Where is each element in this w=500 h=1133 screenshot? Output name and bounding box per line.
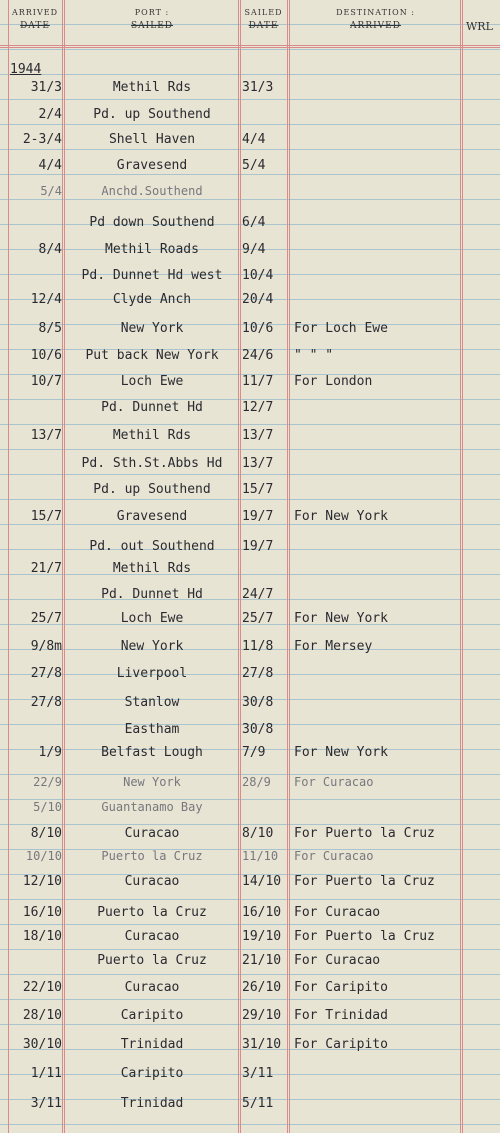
port-name: Pd. up Southend [93, 482, 211, 497]
sailed-date: 16/10 [242, 905, 282, 920]
ledger-row [0, 611, 500, 631]
port-name: Trinidad [120, 1037, 184, 1052]
port-name: Clyde Anch [112, 292, 192, 307]
port-name: Pd down Southend [89, 215, 215, 230]
ledger-row [0, 826, 500, 846]
header-rule [0, 45, 500, 46]
sailed-date: 25/7 [242, 611, 274, 626]
port-name: Curacao [124, 929, 180, 944]
port-name: Puerto la Cruz [97, 953, 207, 968]
port-name: Gravesend [116, 158, 188, 173]
ledger-row [0, 348, 500, 368]
arrived-date: 12/4 [30, 292, 62, 307]
header-rule-double [0, 47, 500, 48]
destination: For New York [294, 509, 388, 524]
destination: For Curacao [294, 849, 374, 863]
sailed-date: 7/9 [242, 745, 266, 760]
sailed-date: 19/7 [242, 539, 274, 554]
sailed-date: 14/10 [242, 874, 282, 889]
ledger-row [0, 874, 500, 894]
ledger-row [0, 107, 500, 127]
sailed-date: 10/4 [242, 268, 274, 283]
port-name: Loch Ewe [120, 611, 184, 626]
destination: For Curacao [294, 905, 381, 920]
sailed-date: 29/10 [242, 1008, 282, 1023]
destination: For Caripito [294, 980, 388, 995]
arrived-date: 31/3 [30, 80, 62, 95]
port-name: Eastham [124, 722, 180, 737]
sailed-date: 26/10 [242, 980, 282, 995]
port-name: Liverpool [116, 666, 188, 681]
sailed-date: 31/10 [242, 1037, 282, 1052]
ledger-row [0, 905, 500, 925]
arrived-date: 16/10 [22, 905, 62, 920]
destination: For Loch Ewe [294, 321, 388, 336]
header-destination-label: DESTINATION : [336, 8, 415, 17]
sailed-date: 9/4 [242, 242, 266, 257]
ledger-row [0, 980, 500, 1000]
ledger-row [0, 374, 500, 394]
ledger-row [0, 428, 500, 448]
arrived-date: 18/10 [22, 929, 62, 944]
destination: For Puerto la Cruz [294, 929, 435, 944]
sailed-date: 27/8 [242, 666, 274, 681]
port-name: Puerto la Cruz [97, 905, 207, 920]
port-name: Pd. up Southend [93, 107, 211, 122]
sailed-date: 4/4 [242, 132, 266, 147]
port-name: Pd. Dunnet Hd [101, 400, 203, 415]
sailed-date: 21/10 [242, 953, 282, 968]
port-name: Loch Ewe [120, 374, 184, 389]
arrived-date: 8/10 [30, 826, 62, 841]
sailed-date: 11/8 [242, 639, 274, 654]
sailed-date: 24/6 [242, 348, 274, 363]
arrived-date: 4/4 [38, 158, 62, 173]
ledger-row [0, 1037, 500, 1057]
year-label: 1944 [10, 62, 42, 77]
header-sailed-label: SAILED [244, 8, 283, 17]
arrived-date: 21/7 [30, 561, 62, 576]
port-name: Guantanamo Bay [101, 800, 203, 814]
header-arrived-label: ARRIVED [11, 8, 58, 17]
ledger-row [0, 745, 500, 765]
ledger-row [0, 242, 500, 262]
sailed-date: 10/6 [242, 321, 274, 336]
port-name: Put back New York [85, 348, 219, 363]
header-port [66, 8, 238, 31]
port-name: Belfast Lough [101, 745, 203, 760]
arrived-date: 30/10 [22, 1037, 62, 1052]
header-port-label: PORT : [134, 8, 170, 17]
header-wrl: WRL [466, 20, 493, 33]
destination: For Caripito [294, 1037, 388, 1052]
sailed-date: 19/7 [242, 509, 274, 524]
destination: For Puerto la Cruz [294, 874, 435, 889]
arrived-date: 9/8m [30, 639, 62, 654]
port-name: Puerto la Cruz [101, 849, 203, 863]
ledger-row [0, 695, 500, 715]
arrived-date: 22/10 [22, 980, 62, 995]
destination: For Curacao [294, 953, 381, 968]
ledger-row [0, 1008, 500, 1028]
sailed-date: 6/4 [242, 215, 266, 230]
header-destination-arrived-struck: ARRIVED [350, 21, 401, 31]
header-arrived-date-struck: DATE [20, 21, 50, 31]
ledger-row [0, 292, 500, 312]
destination: For New York [294, 745, 388, 760]
arrived-date: 10/10 [25, 849, 62, 863]
ledger-row [0, 561, 500, 581]
ledger-row [0, 400, 500, 420]
ledger-row [0, 929, 500, 949]
port-name: Pd. Dunnet Hd [101, 587, 203, 602]
sailed-date: 31/3 [242, 80, 274, 95]
port-name: New York [120, 639, 184, 654]
port-name: Methil Rds [112, 428, 192, 443]
ledger-row [0, 456, 500, 476]
arrived-date: 22/9 [33, 775, 62, 789]
header-sailed-date-struck: DATE [248, 21, 279, 31]
header-arrived [8, 8, 62, 31]
destination: For London [294, 374, 373, 389]
ledger-row [0, 132, 500, 152]
ledger-row [0, 1066, 500, 1086]
ledger-row [0, 184, 500, 204]
destination: For Puerto la Cruz [294, 826, 435, 841]
destination: " " " [294, 348, 334, 363]
ledger-row [0, 539, 500, 559]
arrived-date: 5/10 [33, 800, 62, 814]
ledger-row [0, 509, 500, 529]
arrived-date: 15/7 [30, 509, 62, 524]
ledger-row [0, 800, 500, 820]
sailed-date: 15/7 [242, 482, 274, 497]
port-name: Methil Rds [112, 80, 192, 95]
arrived-date: 5/4 [40, 184, 62, 198]
sailed-date: 11/10 [242, 849, 279, 863]
sailed-date: 5/4 [242, 158, 266, 173]
ledger-row [0, 666, 500, 686]
sailed-date: 13/7 [242, 428, 274, 443]
sailed-date: 30/8 [242, 722, 274, 737]
ledger-row [0, 587, 500, 607]
sailed-date: 30/8 [242, 695, 274, 710]
port-name: Gravesend [116, 509, 188, 524]
arrived-date: 12/10 [22, 874, 62, 889]
ledger-row [0, 215, 500, 235]
arrived-date: 13/7 [30, 428, 62, 443]
sailed-date: 5/11 [242, 1096, 274, 1111]
port-name: Pd. Sth.St.Abbs Hd [81, 456, 223, 471]
arrived-date: 8/4 [38, 242, 62, 257]
ledger-row [0, 158, 500, 178]
sailed-date: 20/4 [242, 292, 274, 307]
arrived-date: 3/11 [30, 1096, 62, 1111]
destination: For Curacao [294, 775, 374, 789]
sailed-date: 8/10 [242, 826, 274, 841]
ledger-row [0, 849, 500, 869]
arrived-date: 28/10 [22, 1008, 62, 1023]
sailed-date: 12/7 [242, 400, 274, 415]
ledger-row [0, 1096, 500, 1116]
port-name: Pd. out Southend [89, 539, 215, 554]
ledger-row [0, 268, 500, 288]
destination: For Trinidad [294, 1008, 388, 1023]
sailed-date: 28/9 [242, 775, 271, 789]
arrived-date: 27/8 [30, 666, 62, 681]
arrived-date: 2/4 [38, 107, 62, 122]
port-name: Shell Haven [108, 132, 196, 147]
port-name: Caripito [120, 1008, 184, 1023]
sailed-date: 19/10 [242, 929, 282, 944]
arrived-date: 27/8 [30, 695, 62, 710]
port-name: Curacao [124, 874, 180, 889]
header-port-sailed-struck: SAILED [131, 21, 173, 31]
port-name: New York [123, 775, 181, 789]
port-name: Methil Rds [112, 561, 192, 576]
ledger-row [0, 722, 500, 742]
arrived-date: 8/5 [38, 321, 62, 336]
ledger-row [0, 775, 500, 795]
ledger-row [0, 639, 500, 659]
destination: For Mersey [294, 639, 373, 654]
sailed-date: 13/7 [242, 456, 274, 471]
destination: For New York [294, 611, 388, 626]
sailed-date: 11/7 [242, 374, 274, 389]
sailed-date: 24/7 [242, 587, 274, 602]
port-name: Curacao [124, 826, 180, 841]
ledger-row [0, 80, 500, 100]
port-name: Caripito [120, 1066, 184, 1081]
header-destination [291, 8, 460, 31]
port-name: Curacao [124, 980, 180, 995]
port-name: New York [120, 321, 184, 336]
port-name: Anchd.Southend [101, 184, 203, 198]
arrived-date: 25/7 [30, 611, 62, 626]
arrived-date: 1/9 [38, 745, 62, 760]
arrived-date: 10/7 [30, 374, 62, 389]
ledger-row [0, 953, 500, 973]
ledger-row [0, 321, 500, 341]
port-name: Trinidad [120, 1096, 184, 1111]
arrived-date: 10/6 [30, 348, 62, 363]
port-name: Stanlow [124, 695, 180, 710]
sailed-date: 3/11 [242, 1066, 274, 1081]
header-sailed [240, 8, 287, 31]
port-name: Pd. Dunnet Hd west [81, 268, 223, 283]
ledger-row [0, 482, 500, 502]
port-name: Methil Roads [105, 242, 199, 257]
arrived-date: 1/11 [30, 1066, 62, 1081]
arrived-date: 2-3/4 [22, 132, 62, 147]
